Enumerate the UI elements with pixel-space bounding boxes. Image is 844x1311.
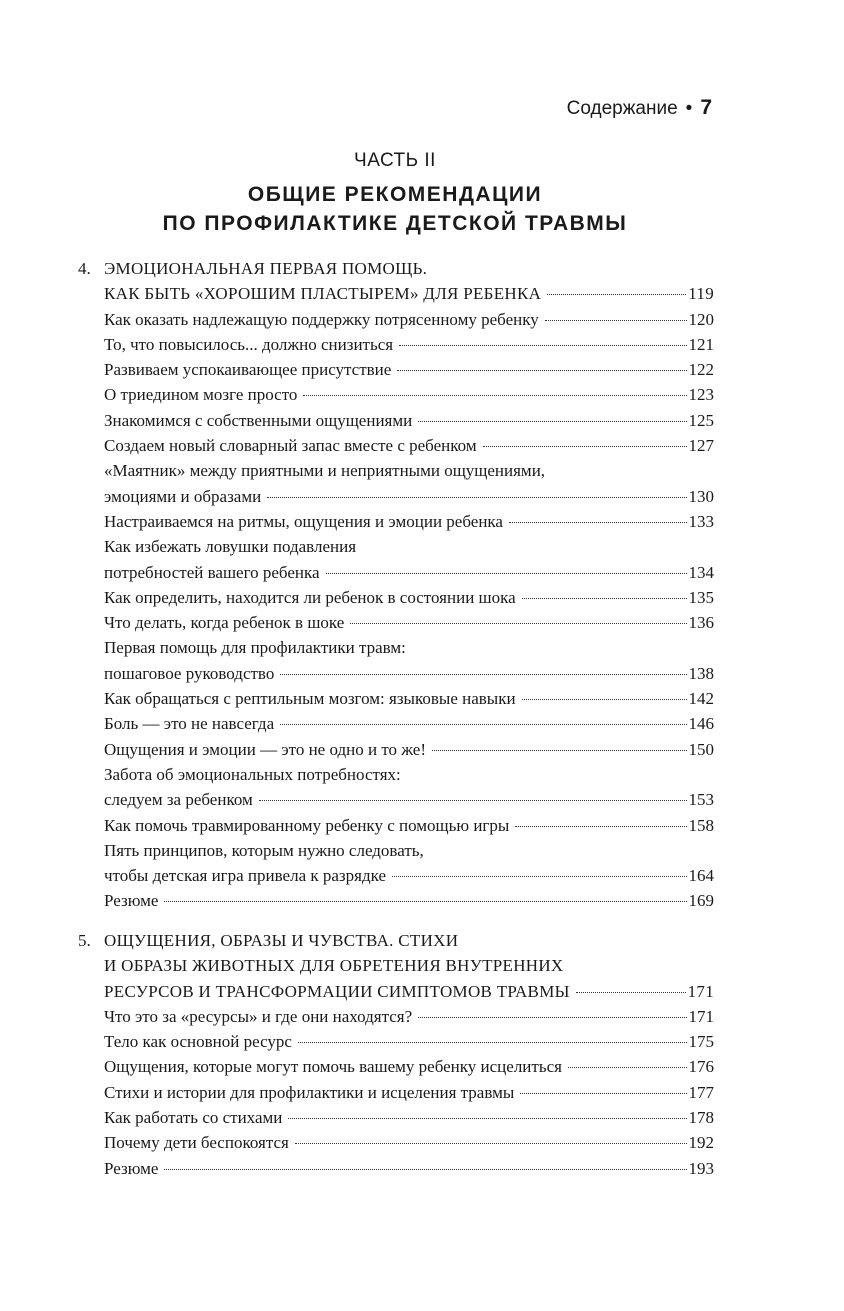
dot-leader xyxy=(288,1117,686,1119)
toc-entry-text: То, что повысилось... должно снизиться xyxy=(104,334,394,354)
toc-entry-text: Забота об эмоциональных потребностях: xyxy=(104,764,401,784)
chapter-number: 5. xyxy=(78,931,91,950)
toc-page-number: 119 xyxy=(688,284,714,304)
chapter-number: 4. xyxy=(78,259,91,278)
toc-entry-text: РЕСУРСОВ И ТРАНСФОРМАЦИИ СИМПТОМОВ ТРАВМЫ xyxy=(104,981,570,1001)
dot-leader xyxy=(280,673,686,675)
toc-page-number: 127 xyxy=(688,436,714,456)
toc-page-number: 122 xyxy=(688,360,714,380)
toc-line[interactable] xyxy=(104,433,714,458)
toc-entry-text: Развиваем успокаивающее присутствие xyxy=(104,360,392,380)
toc-line[interactable] xyxy=(104,1105,714,1130)
toc-line[interactable] xyxy=(104,863,714,888)
dot-leader xyxy=(515,825,686,827)
toc-line[interactable] xyxy=(104,813,714,838)
toc-entry-text: ЭМОЦИОНАЛЬНАЯ ПЕРВАЯ ПОМОЩЬ. xyxy=(104,259,428,278)
toc-page-number: 193 xyxy=(688,1158,714,1178)
toc-entry-text: И ОБРАЗЫ ЖИВОТНЫХ ДЛЯ ОБРЕТЕНИЯ ВНУТРЕННИХ xyxy=(104,956,564,976)
toc-page-number: 150 xyxy=(688,739,714,759)
toc-line[interactable] xyxy=(104,1054,714,1079)
toc-chapter-4 xyxy=(0,256,844,914)
toc-line[interactable] xyxy=(104,534,714,559)
dot-leader xyxy=(350,622,686,624)
toc-page-number: 121 xyxy=(688,334,714,354)
toc-entry-text: следуем за ребенком xyxy=(104,790,253,810)
toc-entry-text: Создаем новый словарный запас вместе с ребенком xyxy=(104,436,477,456)
toc-line[interactable] xyxy=(104,256,714,281)
toc-page-number: 120 xyxy=(688,309,714,329)
toc-line[interactable] xyxy=(104,711,714,736)
toc-line[interactable] xyxy=(104,661,714,686)
toc-page-number: 177 xyxy=(688,1082,714,1102)
toc-entry-text: ОЩУЩЕНИЯ, ОБРАЗЫ И ЧУВСТВА. СТИХИ xyxy=(104,931,459,950)
part-title-line-2: ПО ПРОФИЛАКТИКЕ ДЕТСКОЙ ТРАВМЫ xyxy=(162,212,628,235)
toc-entry-text: «Маятник» между приятными и неприятными ощущениями, xyxy=(104,461,546,481)
dot-leader xyxy=(326,572,687,574)
toc-line[interactable] xyxy=(104,1080,714,1105)
toc-page-number: 169 xyxy=(688,891,714,911)
toc-line[interactable] xyxy=(104,408,714,433)
toc-entry-text: Ощущения, которые могут помочь вашему ребенку исцелиться xyxy=(104,1057,562,1077)
toc-line[interactable] xyxy=(104,635,714,660)
dot-leader xyxy=(418,420,686,422)
dot-leader xyxy=(303,394,686,396)
toc-entry-text: Пять принципов, которым нужно следовать, xyxy=(104,840,424,860)
toc-page-number: 125 xyxy=(688,410,714,430)
toc-page-number: 171 xyxy=(688,1006,714,1026)
toc-entry-text: Что делать, когда ребенок в шоке xyxy=(104,613,345,633)
dot-leader xyxy=(267,496,686,498)
dot-leader xyxy=(547,293,686,295)
toc-line[interactable] xyxy=(104,737,714,762)
dot-leader xyxy=(298,1041,687,1043)
toc-line[interactable] xyxy=(104,979,714,1004)
toc-page-number: 136 xyxy=(688,613,714,633)
dot-leader xyxy=(397,369,686,371)
toc-line[interactable] xyxy=(104,357,714,382)
toc-page-number: 135 xyxy=(688,587,714,607)
toc-line[interactable] xyxy=(104,281,714,306)
part-label: ЧАСТЬ II xyxy=(354,150,436,171)
toc-entry-text: Настраиваемся на ритмы, ощущения и эмоции ребенка xyxy=(104,511,503,531)
dot-leader xyxy=(164,900,686,902)
dot-leader xyxy=(399,344,686,346)
toc-page-number: 164 xyxy=(688,866,714,886)
toc-page-number: 175 xyxy=(688,1032,714,1052)
toc-entry-text: Резюме xyxy=(104,891,159,911)
toc-entry-text: Первая помощь для профилактики травм: xyxy=(104,638,406,658)
toc-page-number: 176 xyxy=(688,1057,714,1077)
part-title xyxy=(0,180,790,238)
dot-leader xyxy=(483,445,687,447)
dot-leader xyxy=(509,521,687,523)
toc-entry-text: Как избежать ловушки подавления xyxy=(104,537,357,557)
toc-entry-text: Ощущения и эмоции — это не одно и то же! xyxy=(104,739,426,759)
toc-entry-text: Почему дети беспокоятся xyxy=(104,1133,289,1153)
toc-line[interactable] xyxy=(104,484,714,509)
toc-page-number: 130 xyxy=(688,486,714,506)
toc-entry-text: КАК БЫТЬ «ХОРОШИМ ПЛАСТЫРЕМ» ДЛЯ РЕБЕНКА xyxy=(104,284,542,304)
toc-line[interactable] xyxy=(104,953,714,978)
toc-page-number: 123 xyxy=(688,385,714,405)
toc-page-number: 192 xyxy=(688,1133,714,1153)
toc-entry-text: Как оказать надлежащую поддержку потрясенному ребенку xyxy=(104,309,539,329)
toc-entry-text: потребностей вашего ребенка xyxy=(104,562,320,582)
toc-line[interactable] xyxy=(104,1130,714,1155)
dot-leader xyxy=(520,1092,686,1094)
toc-line[interactable] xyxy=(104,458,714,483)
toc-chapter-5 xyxy=(0,928,844,1181)
toc-page-number: 158 xyxy=(688,815,714,835)
toc-page-number: 153 xyxy=(688,790,714,810)
toc-line[interactable] xyxy=(104,1004,714,1029)
toc-entry-text: Как определить, находится ли ребенок в состоянии шока xyxy=(104,587,516,607)
dot-leader xyxy=(418,1016,686,1018)
dot-leader xyxy=(392,875,686,877)
running-head xyxy=(567,96,712,120)
dot-leader xyxy=(432,749,687,751)
page-number: 7 xyxy=(700,96,712,119)
toc-line[interactable] xyxy=(104,509,714,534)
toc-line[interactable] xyxy=(104,838,714,863)
toc-line[interactable] xyxy=(104,928,714,953)
dot-leader xyxy=(259,799,687,801)
running-head-separator: • xyxy=(685,98,693,119)
dot-leader xyxy=(545,319,687,321)
toc-line[interactable] xyxy=(104,1156,714,1181)
toc-page-number: 146 xyxy=(688,714,714,734)
toc-entry-text: Резюме xyxy=(104,1158,159,1178)
dot-leader xyxy=(522,698,687,700)
toc-page-number: 178 xyxy=(688,1108,714,1128)
toc-line[interactable] xyxy=(104,787,714,812)
toc-page-number: 133 xyxy=(688,511,714,531)
toc-entry-text: Как помочь травмированному ребенку с помощью игры xyxy=(104,815,510,835)
dot-leader xyxy=(568,1066,687,1068)
toc-line[interactable] xyxy=(104,307,714,332)
toc-page-number: 142 xyxy=(688,689,714,709)
toc-entry-text: пошаговое руководство xyxy=(104,663,275,683)
toc-entry-text: Стихи и истории для профилактики и исцеления травмы xyxy=(104,1082,515,1102)
toc-line[interactable] xyxy=(104,762,714,787)
dot-leader xyxy=(576,991,686,993)
part-title-line-1: ОБЩИЕ РЕКОМЕНДАЦИИ xyxy=(247,183,543,206)
dot-leader xyxy=(164,1168,686,1170)
toc-entry-text: Как работать со стихами xyxy=(104,1108,283,1128)
toc-entry-text: Что это за «ресурсы» и где они находятся? xyxy=(104,1006,413,1026)
toc-entry-text: Тело как основной ресурс xyxy=(104,1032,292,1052)
toc-line[interactable] xyxy=(104,332,714,357)
toc-entry-text: Знакомимся с собственными ощущениями xyxy=(104,410,413,430)
toc-entry-text: Боль — это не навсегда xyxy=(104,714,275,734)
toc-line[interactable] xyxy=(104,1029,714,1054)
toc-entry-text: эмоциями и образами xyxy=(104,486,262,506)
toc-line[interactable] xyxy=(104,382,714,407)
toc-entry-text: О триедином мозге просто xyxy=(104,385,298,405)
toc-line[interactable] xyxy=(104,610,714,635)
toc-line[interactable] xyxy=(104,560,714,585)
toc-line[interactable] xyxy=(104,888,714,913)
dot-leader xyxy=(280,723,686,725)
toc-page-number: 171 xyxy=(687,981,714,1001)
toc-page-number: 134 xyxy=(688,562,714,582)
dot-leader xyxy=(522,597,687,599)
toc-line[interactable] xyxy=(104,686,714,711)
dot-leader xyxy=(295,1142,687,1144)
toc-entry-text: Как обращаться с рептильным мозгом: языковые навыки xyxy=(104,689,516,709)
toc-line[interactable] xyxy=(104,585,714,610)
toc-entry-text: чтобы детская игра привела к разрядке xyxy=(104,866,387,886)
toc-page-number: 138 xyxy=(688,663,714,683)
running-head-title: Содержание xyxy=(566,98,678,119)
